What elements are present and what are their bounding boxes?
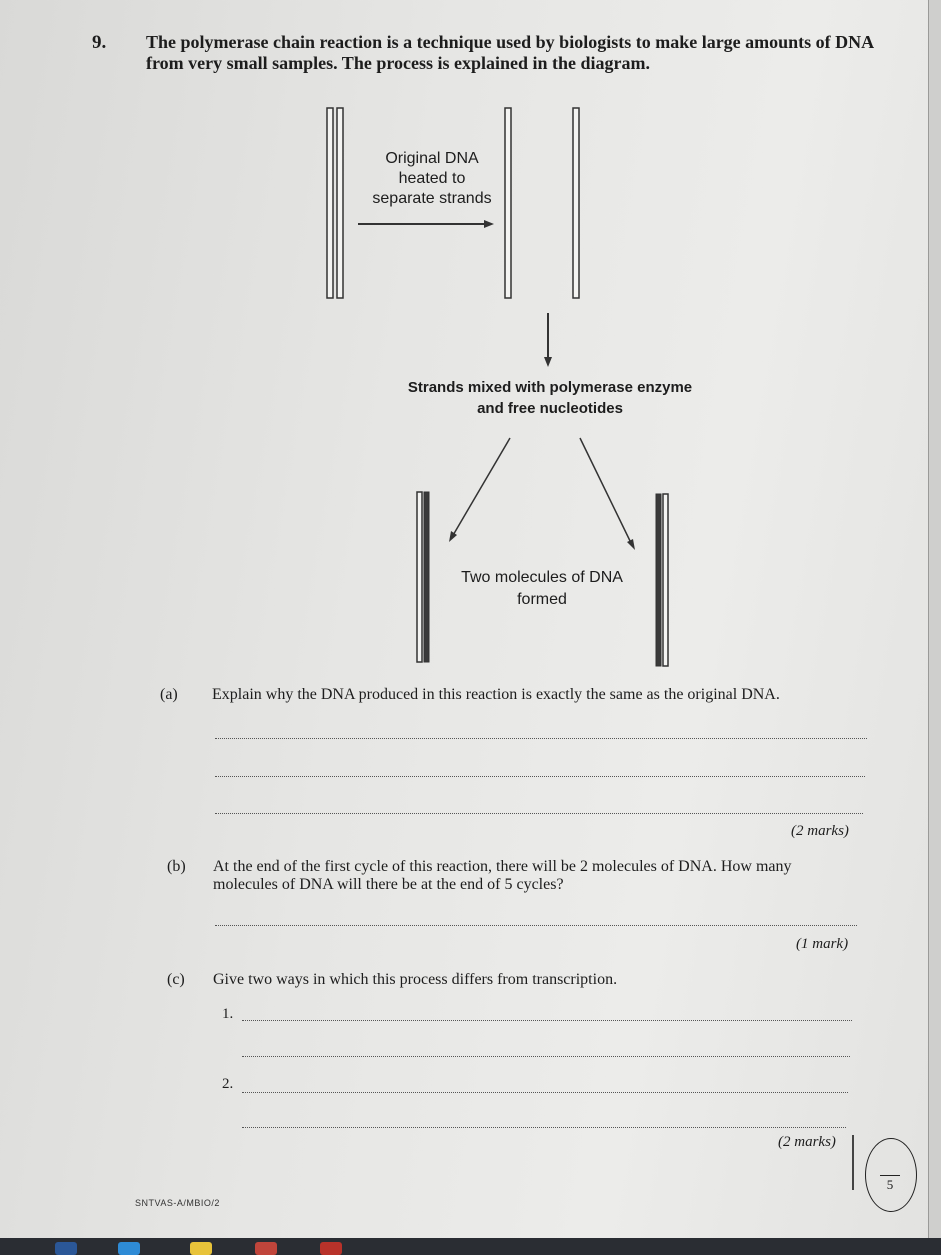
label-two-molecules-line-1: Two molecules of DNA xyxy=(461,569,623,586)
app-icon[interactable] xyxy=(320,1242,342,1255)
intro-line-1: The polymerase chain reaction is a technique used by biologists to make large amounts of DNA xyxy=(146,32,875,52)
arrow-down-right-icon xyxy=(580,438,635,550)
part-a-marks: (2 marks) xyxy=(791,823,849,839)
part-b-answer-line[interactable] xyxy=(215,925,857,926)
label-two-molecules xyxy=(447,567,637,611)
part-c-answer-line-2b[interactable] xyxy=(242,1127,846,1128)
part-c-item-2: 2. xyxy=(222,1076,234,1092)
arrow-down-icon xyxy=(544,313,552,367)
part-c-item-1: 1. xyxy=(222,1006,234,1022)
part-c-question: Give two ways in which this process differs from transcription. xyxy=(213,971,618,988)
label-polymerase xyxy=(380,377,720,419)
edge-icon[interactable] xyxy=(118,1242,140,1255)
intro-line-2: from very small samples. The process is explained in the diagram. xyxy=(146,53,650,73)
part-c-letter: (c) xyxy=(167,971,185,988)
original-dna-strands xyxy=(327,108,343,298)
score-divider xyxy=(880,1175,900,1176)
word-icon[interactable] xyxy=(55,1242,77,1255)
label-original-line-2: heated to xyxy=(398,170,466,187)
part-a-letter: (a) xyxy=(160,686,178,703)
part-c-answer-line-2a[interactable] xyxy=(242,1092,848,1093)
part-a-answer-line-3[interactable] xyxy=(215,813,863,814)
part-c-marks: (2 marks) xyxy=(778,1134,836,1150)
part-b-marks: (1 mark) xyxy=(796,936,849,952)
mail-icon[interactable] xyxy=(255,1242,277,1255)
arrow-down-left-icon xyxy=(449,438,510,542)
part-c-answer-line-1a[interactable] xyxy=(242,1020,852,1021)
part-a-question: Explain why the DNA produced in this reaction is exactly the same as the original DNA. xyxy=(212,686,780,703)
folder-icon[interactable] xyxy=(190,1242,212,1255)
part-b-line-2: molecules of DNA will there be at the end of 5 cycles? xyxy=(213,876,564,893)
question-number: 9. xyxy=(92,32,107,53)
label-original-dna xyxy=(352,148,512,210)
label-two-molecules-line-2: formed xyxy=(517,591,567,608)
part-b-question xyxy=(213,858,792,894)
label-polymerase-line-1: Strands mixed with polymerase enzyme xyxy=(407,379,693,396)
part-a-answer-line-1[interactable] xyxy=(215,738,867,739)
part-b-line-1: At the end of the first cycle of this reaction, there will be 2 molecules of DNA. How many xyxy=(213,858,792,875)
arrow-right-icon xyxy=(358,220,494,228)
part-b-letter: (b) xyxy=(167,858,186,875)
taskbar xyxy=(0,1238,941,1255)
label-polymerase-line-2: and free nucleotides xyxy=(477,400,623,417)
footer-code: SNTVAS-A/MBIO/2 xyxy=(135,1198,220,1208)
score-total: 5 xyxy=(886,1177,894,1192)
margin-box-vertical xyxy=(852,1135,854,1190)
part-a-answer-line-2[interactable] xyxy=(215,776,865,777)
new-dna-molecule-left xyxy=(417,492,429,662)
part-c-answer-line-1b[interactable] xyxy=(242,1056,850,1057)
label-original-line-1: Original DNA xyxy=(385,150,479,167)
label-original-line-3: separate strands xyxy=(372,190,492,207)
separated-strand-right xyxy=(573,108,579,298)
new-dna-molecule-right xyxy=(656,494,668,666)
